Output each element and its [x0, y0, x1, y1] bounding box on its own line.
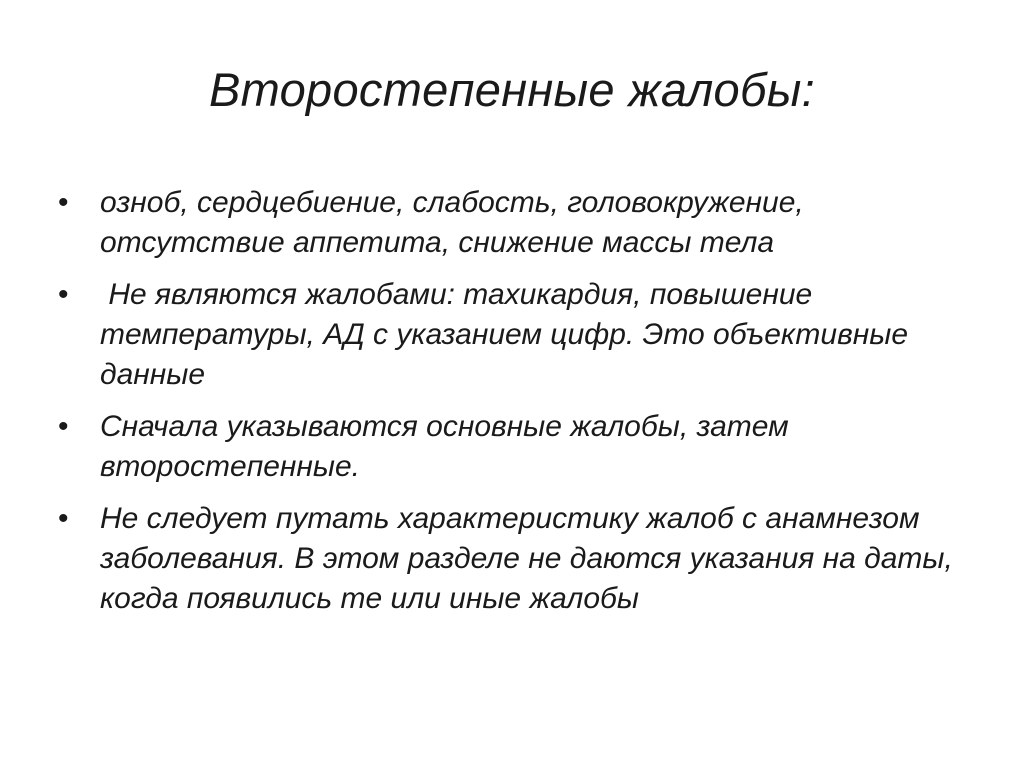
bullet-text: озноб, сердцебиение, слабость, головокружение, отсутствие аппетита, снижение массы тела [100, 186, 804, 259]
bullet-text: Сначала указываются основные жалобы, затем второстепенные. [100, 410, 789, 483]
bullet-item [58, 499, 978, 619]
bullet-marker: • [58, 278, 69, 311]
bullet-marker: • [58, 186, 69, 219]
bullet-marker: • [58, 410, 69, 443]
bullet-list [58, 183, 978, 631]
bullet-text: Не следует путать характеристику жалоб с анамнезом заболевания. В этом разделе не даются указания на даты, когда появились те или иные жалобы [100, 502, 953, 615]
bullet-marker: • [58, 502, 69, 535]
slide-title: Второстепенные жалобы: [209, 63, 815, 116]
bullet-text: Не являются жалобами: тахикардия, повышение температуры, АД с указанием цифр. Это объективные данные [100, 278, 917, 391]
bullet-item [58, 275, 978, 395]
bullet-item [58, 183, 978, 263]
bullet-item [58, 407, 978, 487]
